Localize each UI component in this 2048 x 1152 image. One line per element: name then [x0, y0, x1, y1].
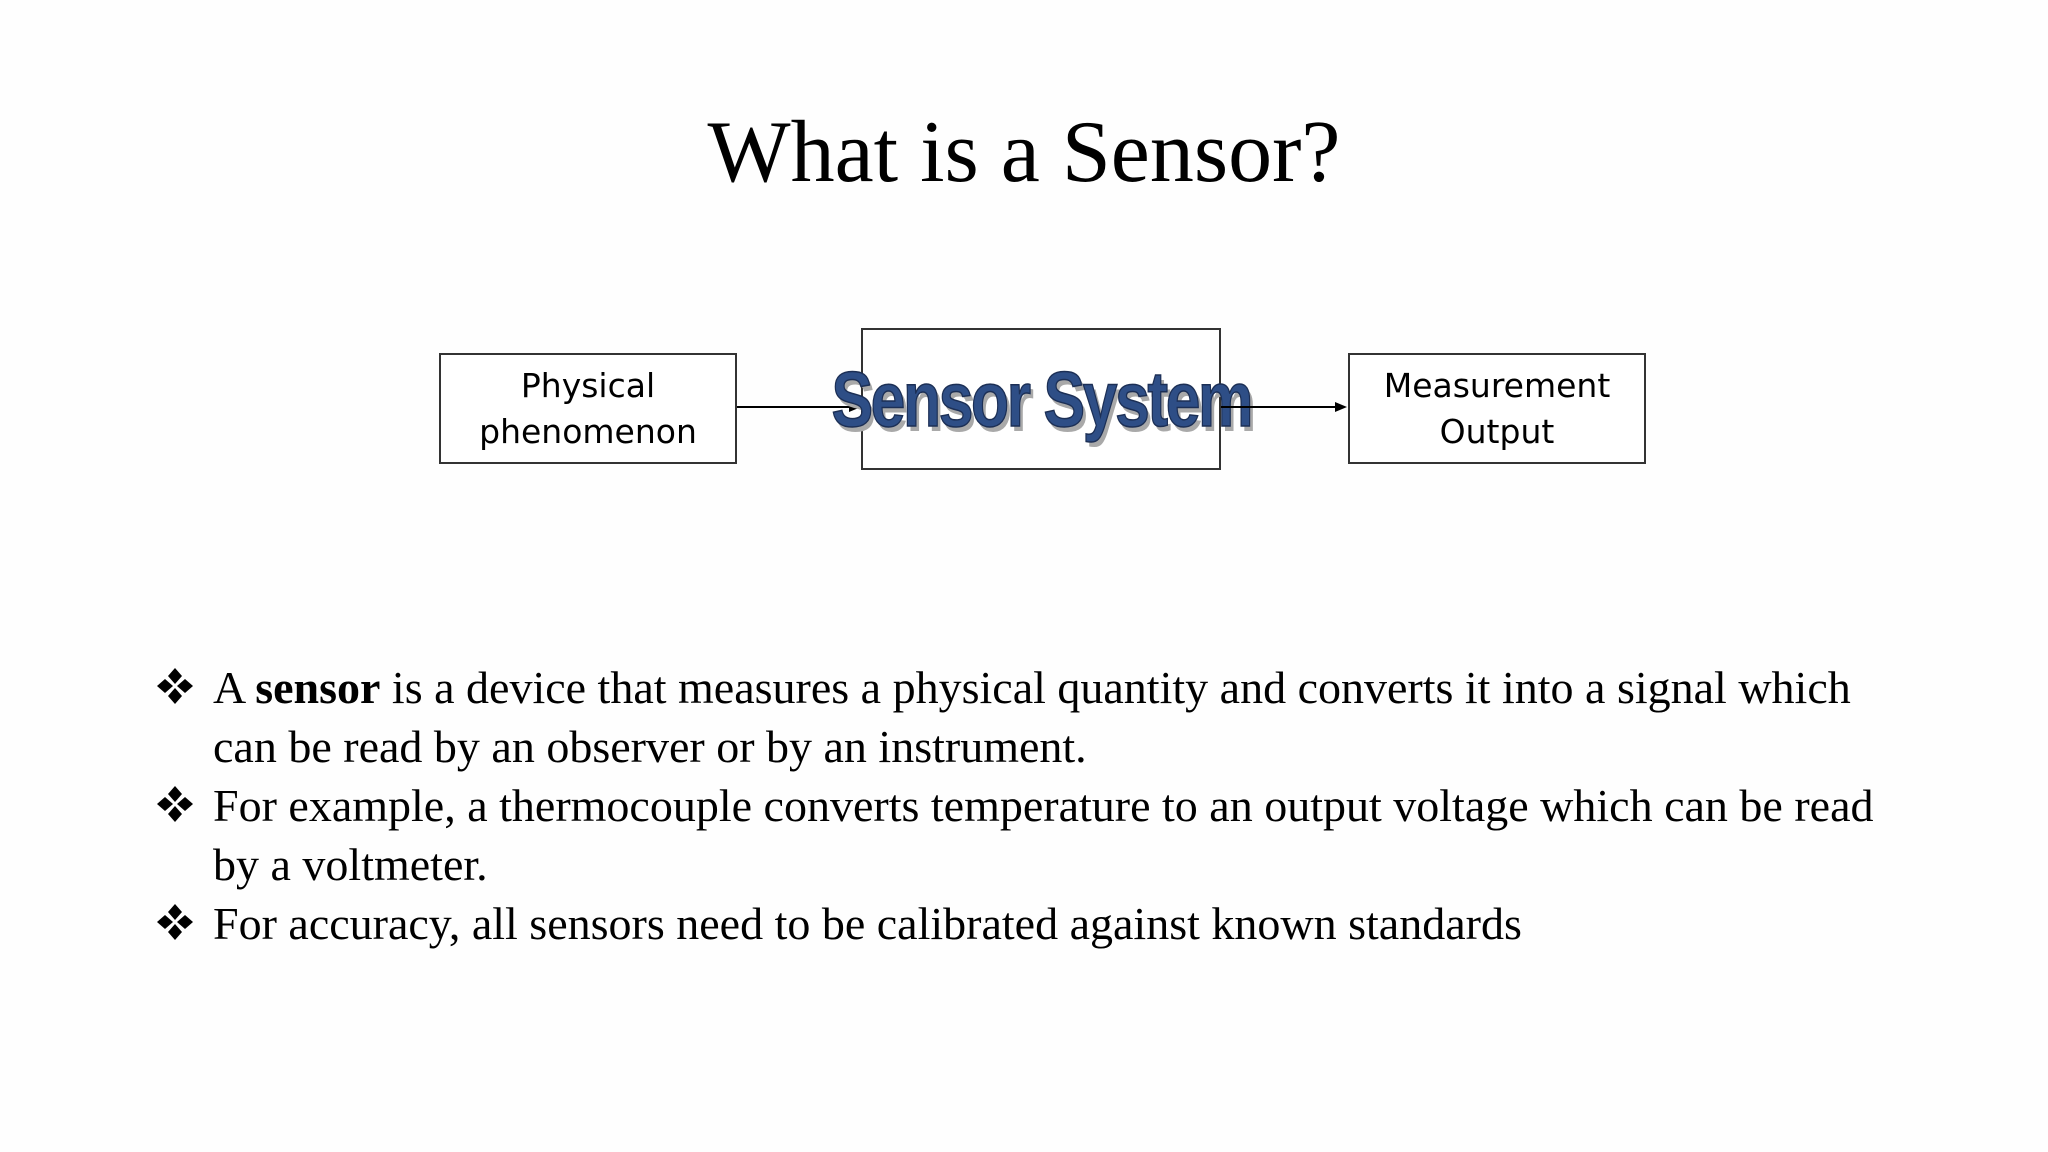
physical-phenomenon-box	[439, 353, 737, 464]
bullet-item	[155, 894, 1915, 953]
four-diamond-bullet-icon	[155, 902, 195, 942]
measurement-output-box	[1348, 353, 1646, 464]
bullet-item	[155, 776, 1915, 894]
output-box-line2: Output	[1439, 411, 1555, 451]
bullet-prefix: A	[213, 662, 256, 713]
bullet-list	[155, 658, 1915, 953]
bullet-item	[155, 658, 1915, 776]
input-box-line1: Physical	[520, 365, 656, 405]
bullet-text: For example, a thermocouple converts temperature to an output voltage which can be read by a voltmeter.	[213, 780, 1874, 890]
four-diamond-bullet-icon	[155, 784, 195, 824]
four-diamond-bullet-icon	[155, 666, 195, 706]
bullet-bold-term: sensor	[255, 662, 381, 713]
input-box-line2: phenomenon	[479, 411, 697, 451]
right-arrow-icon	[1221, 399, 1349, 415]
slide-title: What is a Sensor?	[707, 104, 1341, 201]
bullet-text: For accuracy, all sensors need to be calibrated against known standards	[213, 898, 1522, 949]
sensor-system-box	[831, 328, 1251, 470]
output-box-line1: Measurement	[1383, 365, 1611, 405]
sensor-system-wordart: Sensor System	[831, 355, 1251, 443]
bullet-text: is a device that measures a physical quantity and converts it into a signal which can be read by an observer or by an instrument.	[213, 662, 1851, 772]
